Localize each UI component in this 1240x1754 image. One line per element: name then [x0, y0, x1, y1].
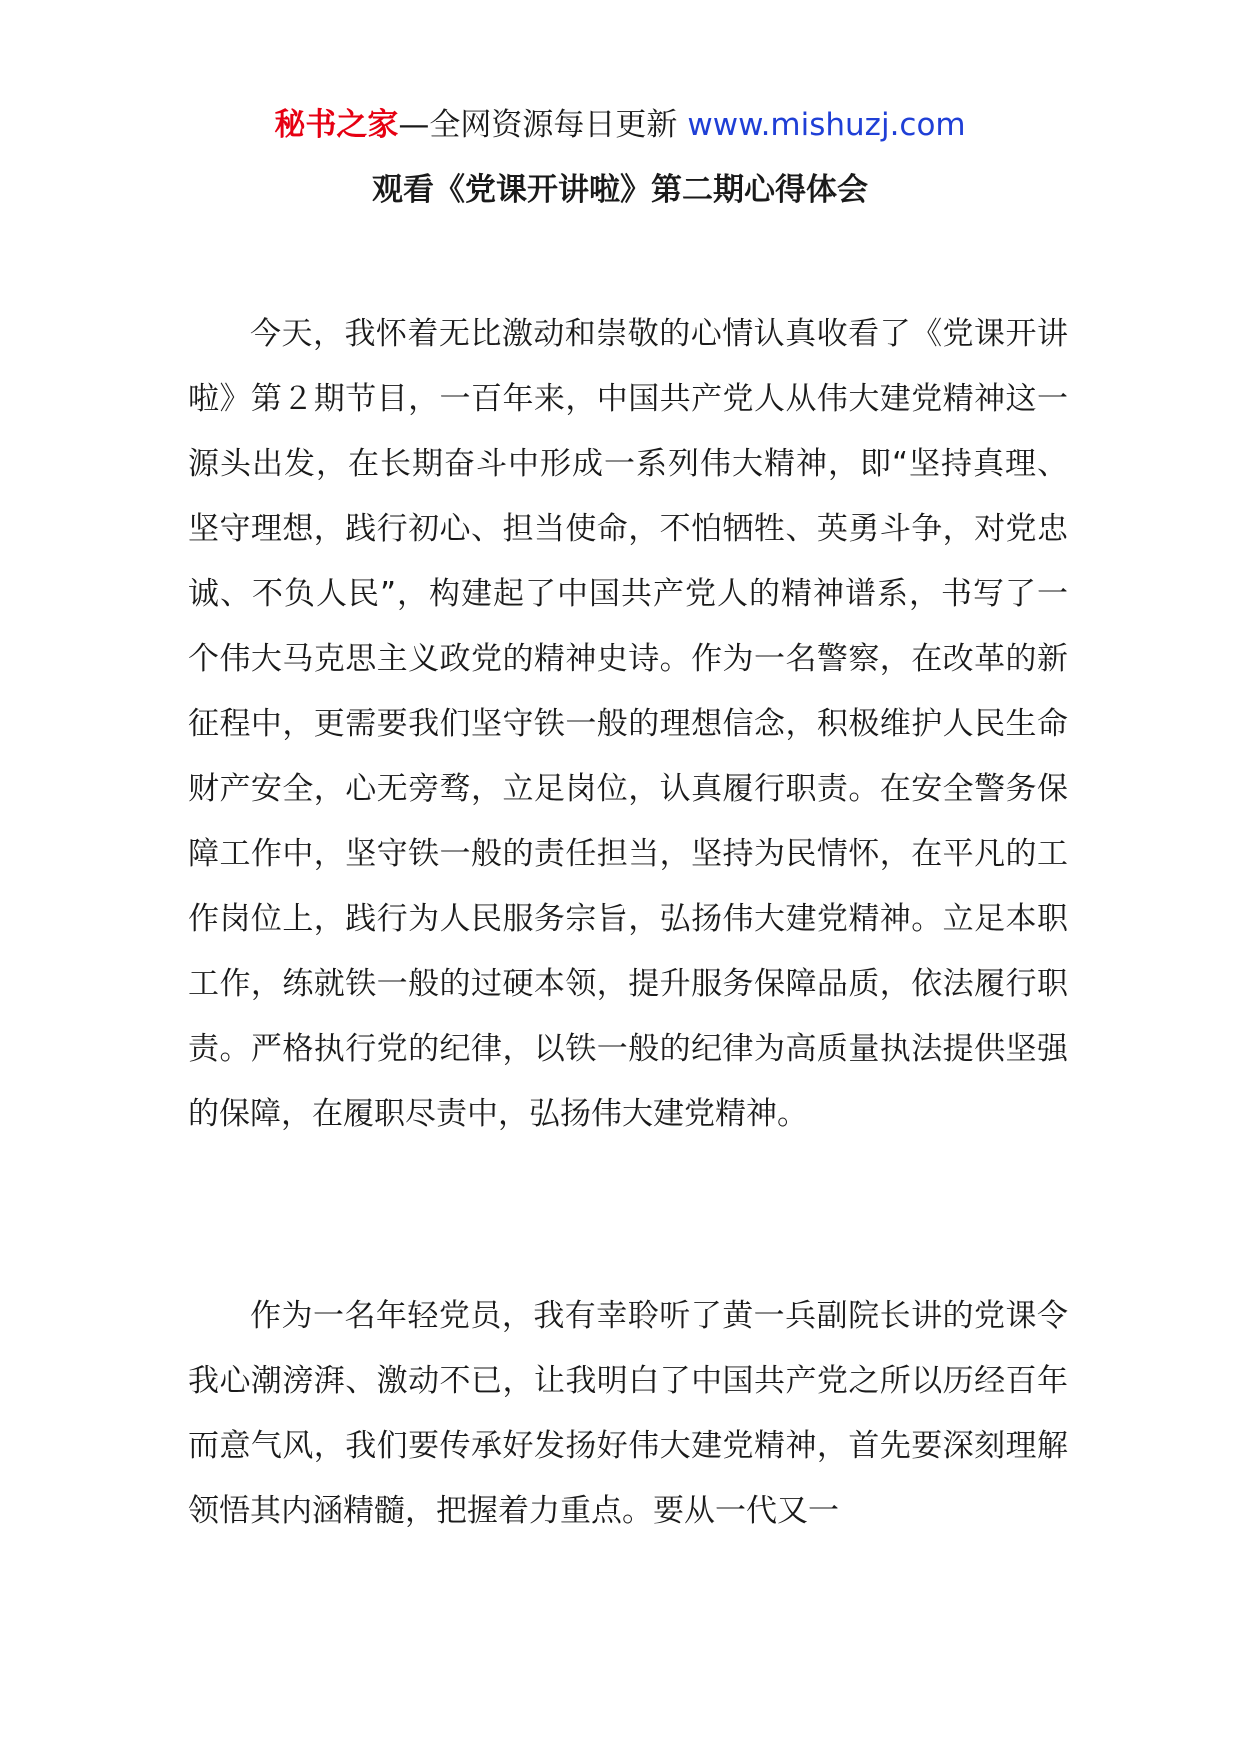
paragraph-block-2 [188, 1284, 1068, 1544]
paragraph-block-1 [188, 302, 1068, 1147]
site-url-link[interactable]: www.mishuzj.com [687, 107, 966, 143]
document-title: 观看《党课开讲啦》第二期心得体会 [372, 172, 868, 208]
brand-name: 秘书之家 [274, 107, 399, 143]
paragraph: 今天，我怀着无比激动和崇敬的心情认真收看了《党课开讲啦》第２期节目，一百年来，中国共产党人从伟大建党精神这一源头出发，在长期奋斗中形成一系列伟大精神，即“坚持真理、坚守理想，践行初心、担当使命，不怕牺牲、英勇斗争，对党忠诚、不负人民”，构建起了中国共产党人的精神谱系，书写了一个伟大马克思主义政党的精神史诗。作为一名警察，在改革的新征程中，更需要我们坚守铁一般的理想信念，积极维护人民生命财产安全，心无旁骛，立足岗位，认真履行职责。在安全警务保障工作中，坚守铁一般的责任担当，坚持为民情怀，在平凡的工作岗位上，践行为人民服务宗旨，弘扬伟大建党精神。立足本职工作，练就铁一般的过硬本领，提升服务保障品质，依法履行职责。严格执行党的纪律，以铁一般的纪律为高质量执法提供坚强的保障，在履职尽责中，弘扬伟大建党精神。 [188, 316, 1068, 1132]
site-header [0, 100, 1240, 150]
paragraph: 作为一名年轻党员，我有幸聆听了黄一兵副院长讲的党课令我心潮滂湃、激动不已，让我明白了中国共产党之所以历经百年而意气风，我们要传承好发扬好伟大建党精神，首先要深刻理解领悟其内涵精髓，把握着力重点。要从一代又一 [188, 1298, 1068, 1529]
header-tagline: —全网资源每日更新 [398, 107, 678, 143]
